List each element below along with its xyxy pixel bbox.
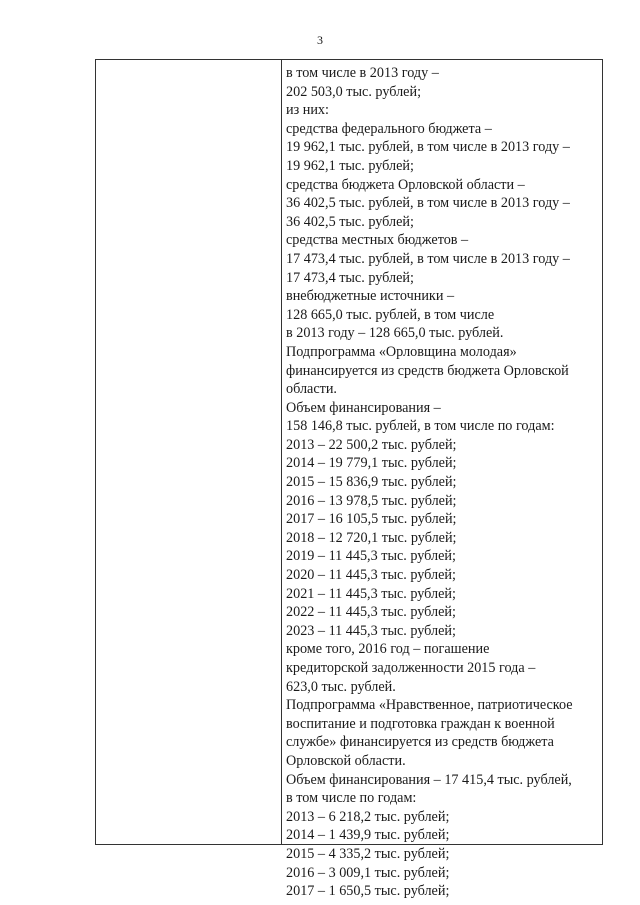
- text-line: 2013 – 6 218,2 тыс. рублей;: [286, 808, 450, 825]
- text-line: 19 962,1 тыс. рублей;: [286, 157, 414, 174]
- text-line: 2020 – 11 445,3 тыс. рублей;: [286, 567, 456, 584]
- text-line: 623,0 тыс. рублей.: [286, 678, 396, 695]
- text-line: 2018 – 12 720,1 тыс. рублей;: [286, 529, 457, 546]
- text-line: 2017 – 1 650,5 тыс. рублей;: [286, 883, 450, 900]
- text-line: средства местных бюджетов –: [286, 232, 469, 249]
- page-number: 3: [317, 33, 323, 47]
- text-line: 2017 – 16 105,5 тыс. рублей;: [286, 511, 457, 528]
- text-line: Подпрограмма «Нравственное, патриотическое: [286, 697, 573, 714]
- text-line: 202 503,0 тыс. рублей;: [286, 83, 422, 100]
- text-line: 2014 – 19 779,1 тыс. рублей;: [286, 455, 457, 472]
- text-line: кредиторской задолженности 2015 года –: [286, 660, 536, 676]
- financing-text-cell: [286, 64, 602, 901]
- text-line: службе» финансируется из средств бюджета: [286, 734, 554, 751]
- text-line: 19 962,1 тыс. рублей, в том числе в 2013 году –: [286, 139, 570, 156]
- text-line: 17 473,4 тыс. рублей;: [286, 269, 414, 286]
- text-line: 2016 – 3 009,1 тыс. рублей;: [286, 864, 450, 881]
- text-line: средства бюджета Орловской области –: [286, 176, 525, 193]
- text-line: 2013 – 22 500,2 тыс. рублей;: [286, 436, 457, 453]
- text-line: 2016 – 13 978,5 тыс. рублей;: [286, 492, 457, 509]
- text-line: Объем финансирования –: [286, 399, 441, 416]
- text-line: средства федерального бюджета –: [286, 120, 492, 137]
- column-divider: [281, 60, 282, 844]
- text-line: 36 402,5 тыс. рублей;: [286, 213, 414, 230]
- text-line: Подпрограмма «Орловщина молодая»: [286, 343, 517, 360]
- text-line: 17 473,4 тыс. рублей, в том числе в 2013 году –: [286, 250, 570, 267]
- text-line: 2021 – 11 445,3 тыс. рублей;: [286, 585, 456, 602]
- text-line: из них:: [286, 102, 329, 119]
- text-line: воспитание и подготовка граждан к военной: [286, 715, 555, 732]
- text-line: 2015 – 15 836,9 тыс. рублей;: [286, 474, 457, 491]
- text-line: 2019 – 11 445,3 тыс. рублей;: [286, 548, 456, 565]
- text-line: 2023 – 11 445,3 тыс. рублей;: [286, 622, 456, 639]
- text-line: 36 402,5 тыс. рублей, в том числе в 2013 году –: [286, 195, 570, 212]
- text-line: 2014 – 1 439,9 тыс. рублей;: [286, 827, 450, 844]
- text-line: 2022 – 11 445,3 тыс. рублей;: [286, 604, 456, 621]
- text-line: области.: [286, 381, 337, 398]
- text-line: 2015 – 4 335,2 тыс. рублей;: [286, 845, 450, 862]
- text-line: в том числе по годам:: [286, 790, 417, 807]
- text-line: кроме того, 2016 год – погашение: [286, 641, 490, 658]
- text-line: Объем финансирования – 17 415,4 тыс. рублей,: [286, 771, 572, 788]
- document-table: [95, 59, 603, 900]
- text-line: 158 146,8 тыс. рублей, в том числе по годам:: [286, 418, 555, 435]
- text-line: внебюджетные источники –: [286, 288, 455, 305]
- text-line: Орловской области.: [286, 752, 406, 769]
- text-line: 128 665,0 тыс. рублей, в том числе: [286, 306, 495, 323]
- text-line: финансируется из средств бюджета Орловской: [286, 362, 569, 379]
- text-line: в 2013 году – 128 665,0 тыс. рублей.: [286, 325, 504, 342]
- text-line: в том числе в 2013 году –: [286, 65, 439, 81]
